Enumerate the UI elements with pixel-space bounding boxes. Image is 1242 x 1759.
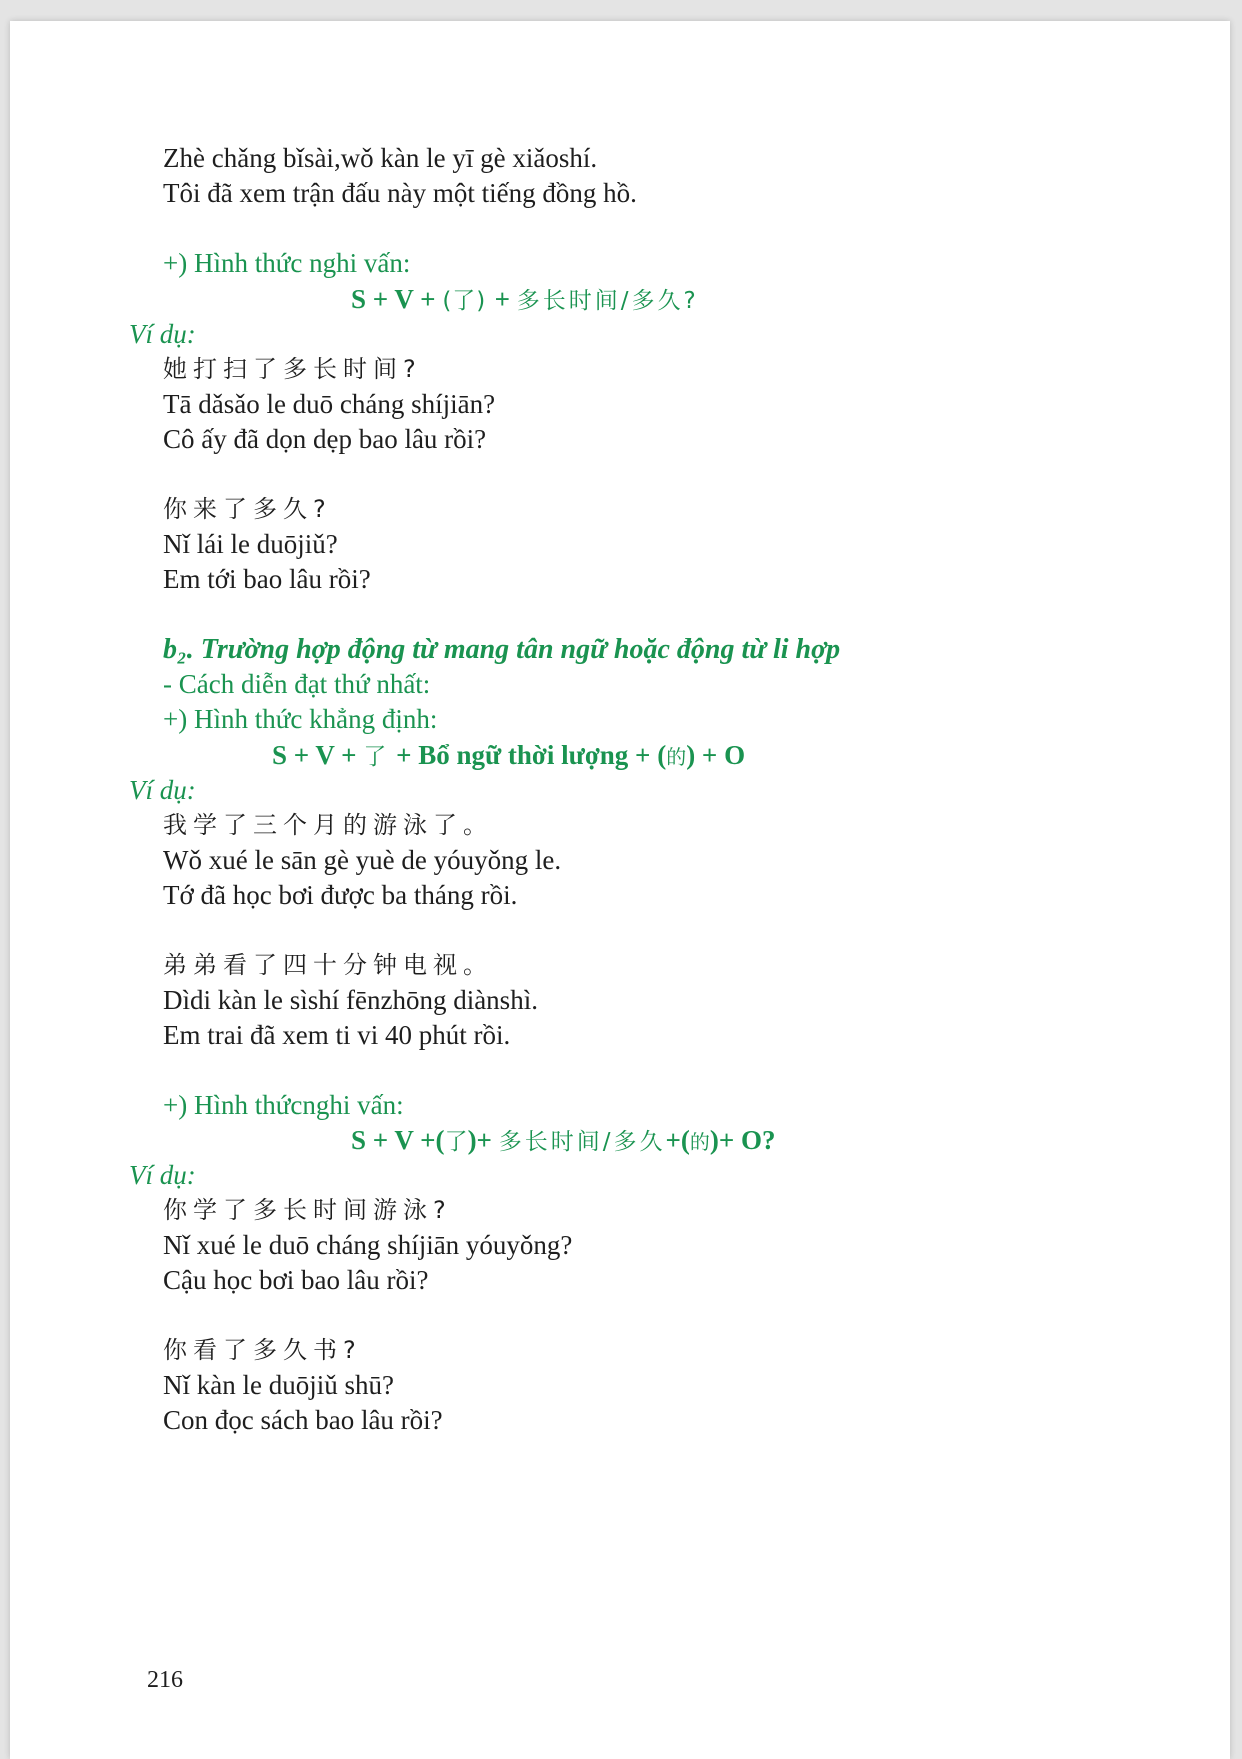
example-vietnamese: Em tới bao lâu rồi? <box>163 564 371 594</box>
question-formula <box>351 280 699 319</box>
first-method-label: - Cách diễn đạt thứ nhất: <box>163 669 431 699</box>
formula-part: 多长时间/多久 <box>498 1129 666 1155</box>
formula-part: 的 <box>666 745 687 769</box>
example-vietnamese: Em trai đã xem ti vi 40 phút rồi. <box>163 1020 511 1050</box>
affirmative-formula <box>272 736 745 775</box>
section-heading <box>163 630 840 669</box>
formula-part: )+ O? <box>709 1125 776 1155</box>
formula-part: 的 <box>689 1130 710 1154</box>
example-pinyin: Wǒ xué le sān gè yuè de yóuyǒng le. <box>163 845 562 875</box>
formula-part: +( <box>665 1125 690 1155</box>
document-page <box>10 21 1230 1759</box>
formula-part: ) + O <box>686 740 746 770</box>
question-formula <box>351 1121 775 1160</box>
example-vietnamese: Tớ đã học bơi được ba tháng rồi. <box>163 880 518 910</box>
formula-part: (了) <box>442 288 495 314</box>
heading-text: Trường hợp động từ mang tân ngữ hoặc động từ li hợp <box>200 634 841 665</box>
example-chinese: 你看了多久书? <box>163 1336 362 1364</box>
example-chinese: 她打扫了多长时间? <box>163 355 422 383</box>
question-form-label: +) Hình thứcnghi vấn: <box>163 1090 404 1120</box>
formula-part: S + V + <box>272 740 364 770</box>
example-vietnamese: Cô ấy đã dọn dẹp bao lâu rồi? <box>163 424 487 454</box>
example-chinese: 你学了多长时间游泳? <box>163 1196 452 1224</box>
vidu-label: Ví dụ: <box>129 319 196 349</box>
example-pinyin: Nǐ kàn le duōjiǔ shū? <box>163 1370 394 1400</box>
example-pinyin: Zhè chǎng bǐsài,wǒ kàn le yī gè xiǎoshí. <box>163 143 598 173</box>
formula-part: 多长时间/多久? <box>516 288 699 314</box>
affirmative-form-label: +) Hình thức khẳng định: <box>163 704 438 734</box>
vidu-label: Ví dụ: <box>129 1160 196 1190</box>
example-chinese: 我学了三个月的游泳了。 <box>163 811 493 839</box>
example-vietnamese: Tôi đã xem trận đấu này một tiếng đồng hồ. <box>163 178 637 208</box>
example-chinese: 弟弟看了四十分钟电视。 <box>163 951 493 979</box>
example-pinyin: Nǐ xué le duō cháng shíjiān yóuyǒng? <box>163 1230 573 1260</box>
example-chinese: 你来了多久? <box>163 495 332 523</box>
vidu-label: Ví dụ: <box>129 775 196 805</box>
heading-prefix: b₂. <box>163 634 201 665</box>
formula-part: + <box>494 284 517 314</box>
formula-part: 了 <box>444 1129 468 1155</box>
formula-part: )+ <box>467 1125 499 1155</box>
example-pinyin: Dìdi kàn le sìshí fēnzhōng diànshì. <box>163 985 538 1015</box>
question-form-label: +) Hình thức nghi vấn: <box>163 248 411 278</box>
example-pinyin: Tā dǎsǎo le duō cháng shíjiān? <box>163 389 496 419</box>
example-vietnamese: Cậu học bơi bao lâu rồi? <box>163 1265 429 1295</box>
page-number: 216 <box>147 1667 183 1693</box>
formula-part: 了 <box>363 744 390 770</box>
formula-part: S + V + <box>351 284 443 314</box>
example-pinyin: Nǐ lái le duōjiǔ? <box>163 529 338 559</box>
formula-part: + Bổ ngữ thời lượng + ( <box>389 740 667 770</box>
example-vietnamese: Con đọc sách bao lâu rồi? <box>163 1405 443 1435</box>
formula-part: S + V +( <box>351 1125 445 1155</box>
